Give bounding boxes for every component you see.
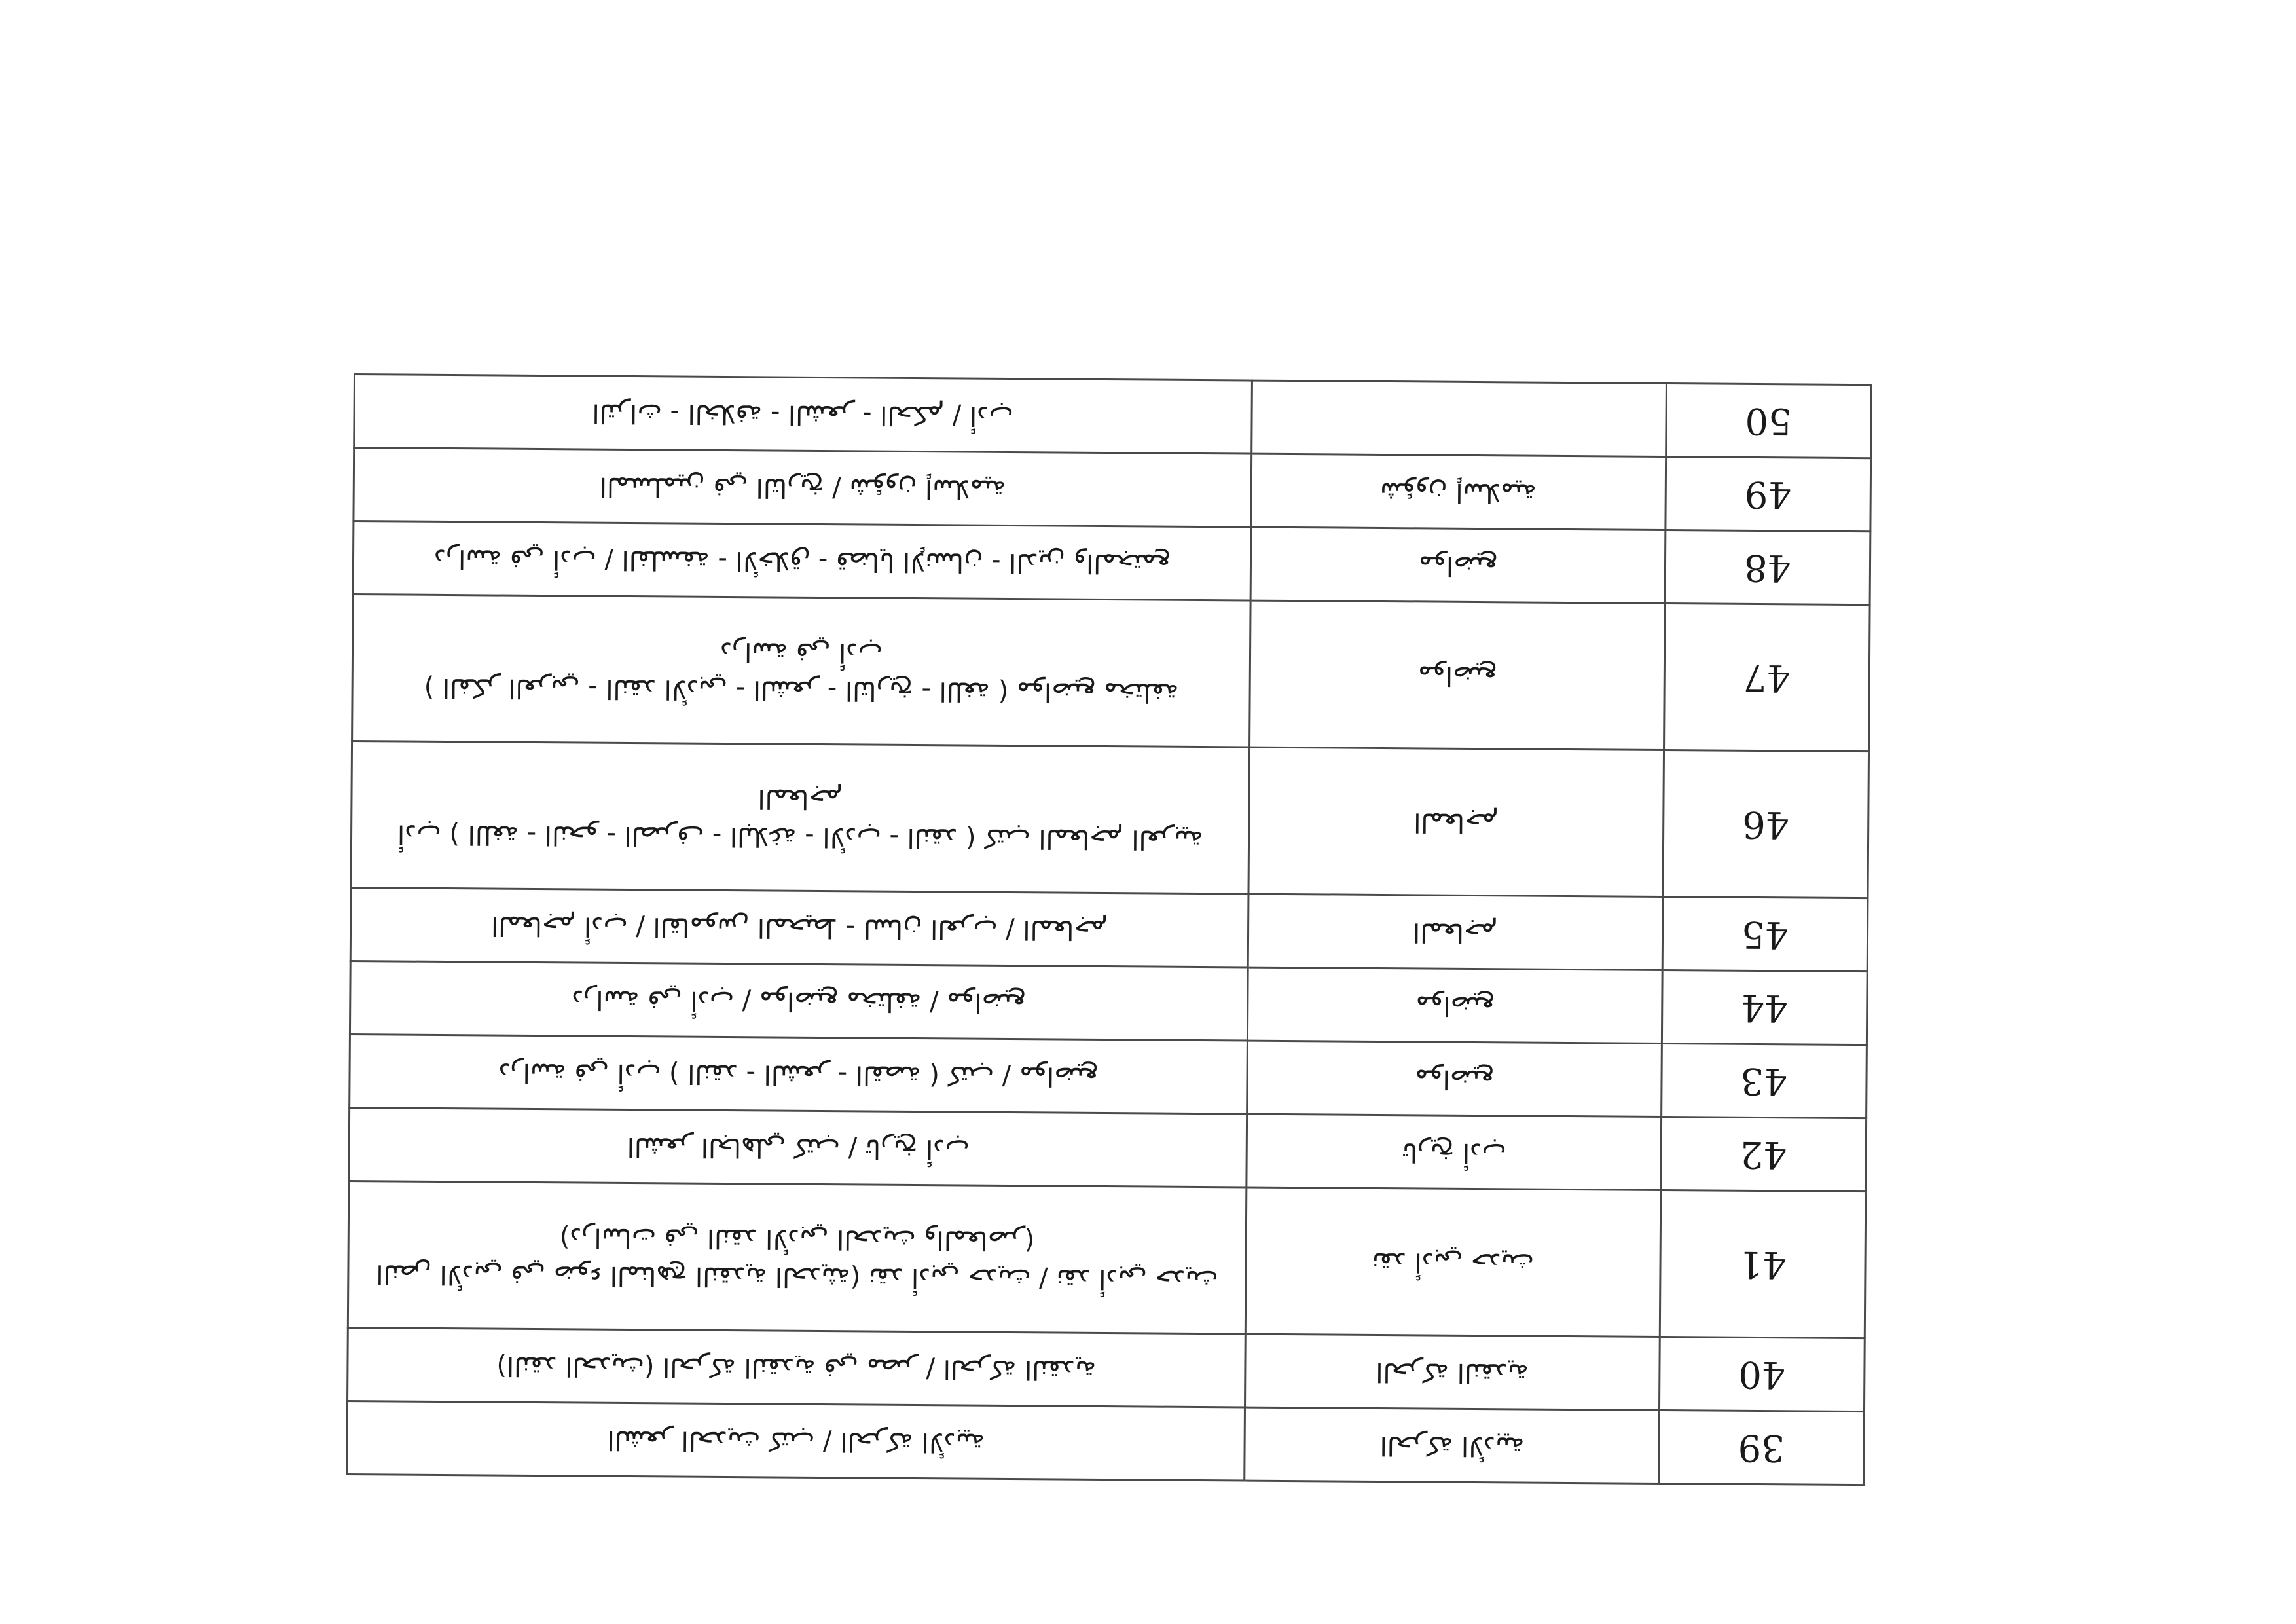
document-table — [346, 373, 1872, 1486]
row-title-cell — [347, 1401, 1245, 1481]
row-title-cell — [348, 1327, 1246, 1407]
row-number-cell — [1660, 1190, 1866, 1338]
row-title-cell — [353, 521, 1251, 601]
table-body — [347, 375, 1872, 1485]
row-type-cell — [1247, 967, 1662, 1043]
row-title-text: (ﺩﺭﺍﺳﺎﺕ ﻓﻲ ﺍﻟﻨﻘﺪ ﺍﻷﺩﺑﻲ ﺍﻟﺤﺪﻳﺚ ﻭﺍﻟﻤﻌﺎﺻﺮ) — [559, 1221, 1035, 1255]
row-title-line — [375, 1258, 1218, 1295]
row-title-cell — [349, 1107, 1247, 1187]
table-row — [354, 375, 1872, 458]
row-title-cell — [354, 448, 1252, 528]
row-type-text: ﺍﻟﻤﻌﺎﺟﻢ — [1413, 806, 1499, 838]
row-type-cell — [1245, 1187, 1661, 1337]
row-number-cell — [1664, 603, 1870, 751]
row-title-line — [377, 985, 1220, 1017]
row-type-text: ﻣﻮﺍﺿﻴﻊ — [1418, 549, 1498, 581]
row-type-text: ﺍﻟﺤﺮﻛﺔ ﺍﻷﺩﺑﻴﺔ — [1379, 1430, 1525, 1462]
row-type-cell — [1248, 747, 1664, 896]
row-type-cell — [1247, 1041, 1662, 1116]
row-number-cell — [1662, 896, 1868, 971]
row-title-cell — [351, 741, 1250, 894]
row-number-text: 49 — [1744, 472, 1792, 516]
table-row — [352, 595, 1870, 752]
row-type-cell — [1250, 600, 1666, 750]
row-type-cell — [1245, 1407, 1660, 1483]
row-title-text: ﺍﻟﻤﻌﺎﺟﻢ — [757, 783, 843, 814]
row-title-line — [381, 471, 1224, 504]
row-type-cell — [1250, 527, 1666, 603]
row-number-text: 48 — [1744, 545, 1791, 589]
table-row — [347, 1401, 1865, 1485]
row-title-text: ﺍﻟﺸﻌﺮ ﺍﻟﺠﺎﻫﻠﻲ ﻛﺘﺐ / ﺗﺎﺭﻳﺦ ﺃﺩﺏ — [627, 1131, 970, 1164]
row-type-text: ﻣﻮﺍﺿﻴﻊ — [1415, 989, 1495, 1021]
row-number-text: 45 — [1741, 912, 1789, 956]
row-number-text: 47 — [1743, 655, 1791, 699]
row-number-text: 50 — [1745, 399, 1793, 443]
row-number-text: 41 — [1739, 1242, 1787, 1286]
row-number-text: 39 — [1738, 1426, 1785, 1469]
row-title-text: ﺍﻟﺸﻌﺮ ﺍﻟﺤﺪﻳﺚ ﻛﺘﺐ / ﺍﻟﺤﺮﻛﺔ ﺍﻷﺩﺑﻴﺔ — [607, 1424, 985, 1458]
row-title-cell — [350, 1034, 1248, 1114]
row-number-cell — [1661, 1116, 1867, 1191]
row-number-cell — [1662, 970, 1867, 1044]
row-title-text: ﺍﻟﺘﺮﺍﺙ - ﺍﻟﺨﻼﻓﺔ - ﺍﻟﺸﻌﺮ - ﺍﻟﺤﻜﻢ / ﺃﺩﺏ — [592, 397, 1014, 431]
row-title-line — [378, 783, 1222, 815]
row-title-cell — [348, 1181, 1247, 1334]
row-number-text: 42 — [1740, 1132, 1787, 1176]
row-title-line — [381, 398, 1224, 430]
row-title-cell — [350, 961, 1248, 1041]
row-title-line — [380, 636, 1223, 668]
row-type-cell — [1248, 894, 1663, 970]
row-title-line — [380, 545, 1224, 577]
row-number-text: 46 — [1742, 802, 1790, 846]
table-row — [353, 521, 1870, 605]
row-type-cell — [1252, 380, 1667, 456]
row-title-text: ﺩﺭﺍﺳﺔ ﻓﻲ ﺃﺩﺏ / ﺍﻟﻔﻠﺴﻔﺔ - ﺍﻷﺧﻼﻕ - ﻗﻀﺎﻳﺎ ﺍﻹﻧﺴﺎﻥ - ﺍﻟﺪﻳﻦ ﻭﺍﻟﻤﺠﺘﻤﻊ — [433, 543, 1171, 579]
table-row — [354, 448, 1871, 532]
table-row — [350, 887, 1868, 971]
table-row — [348, 1181, 1866, 1338]
row-number-cell — [1659, 1337, 1865, 1411]
row-title-cell — [352, 595, 1251, 748]
row-number-cell — [1665, 530, 1870, 604]
table-row — [350, 1034, 1867, 1118]
row-title-line — [376, 1132, 1220, 1164]
row-number-cell — [1662, 1043, 1867, 1118]
row-type-cell — [1245, 1334, 1660, 1410]
row-title-text: (ﺍﻟﻨﻘﺪ ﺍﻟﺤﺪﻳﺚ) ﺍﻟﺤﺮﻛﺔ ﺍﻟﻨﻘﺪﻳﺔ ﻓﻲ ﻣﺼﺮ / ﺍﻟﺤﺮﻛﺔ ﺍﻟﻨﻘﺪﻳﺔ — [496, 1350, 1097, 1385]
row-type-text: ﺗﺎﺭﻳﺦ ﺃﺩﺏ — [1402, 1136, 1506, 1168]
row-title-cell — [350, 887, 1248, 967]
row-title-text: ﺍﻟﻤﻌﺎﺟﻢ ﺃﺩﺏ / ﺍﻟﻘﺎﻣﻮﺱ ﺍﻟﻤﺤﻴﻂ - ﻟﺴﺎﻥ ﺍﻟﻌﺮﺏ / ﺍﻟﻤﻌﺎﺟﻢ — [491, 910, 1108, 945]
row-type-cell — [1251, 454, 1666, 530]
row-number-text: 43 — [1740, 1059, 1788, 1103]
row-number-cell — [1663, 750, 1869, 898]
row-title-cell — [354, 375, 1252, 454]
row-type-text: ﻣﻮﺍﺿﻴﻊ — [1415, 1063, 1494, 1094]
row-title-line — [374, 1352, 1218, 1384]
row-number-cell — [1666, 456, 1871, 531]
row-number-text: 40 — [1738, 1352, 1786, 1396]
row-title-text: ﺃﺩﺏ ( ﺍﻟﻠﻐﺔ - ﺍﻟﻨﺤﻮ - ﺍﻟﺼﺮﻑ - ﺍﻟﺒﻼﻏﺔ - ﺍﻷﺩﺏ - ﺍﻟﻨﻘﺪ ) ﻛﺘﺐ ﺍﻟﻤﻌﺎﺟﻢ ﺍﻟﻌﺮﺑﻴﺔ — [397, 818, 1203, 855]
table-row — [350, 961, 1867, 1044]
row-title-text: ﺍﻟﻨﺺ ﺍﻷﺩﺑﻲ ﻓﻲ ﺿﻮﺀ ﺍﻟﻤﻨﺎﻫﺞ ﺍﻟﻨﻘﺪﻳﺔ ﺍﻟﺤﺪﻳﺜﺔ) ﻧﻘﺪ ﺃﺩﺑﻲ ﺣﺪﻳﺚ / ﻧﻘﺪ ﺃﺩﺑﻲ ﺣﺪﻳﺚ — [376, 1258, 1218, 1295]
row-title-text: ﺩﺭﺍﺳﺔ ﻓﻲ ﺃﺩﺏ ( ﺍﻟﻨﻘﺪ - ﺍﻟﺸﻌﺮ - ﺍﻟﻘﺼﺔ ) ﻛﺘﺐ / ﻣﻮﺍﺿﻴﻊ — [498, 1057, 1099, 1092]
row-type-cell — [1247, 1114, 1662, 1190]
row-title-text: ( ﺍﻟﻔﻜﺮ ﺍﻟﻌﺮﺑﻲ - ﺍﻟﻨﻘﺪ ﺍﻷﺩﺑﻲ - ﺍﻟﺸﻌﺮ - ﺍﻟﺘﺎﺭﻳﺦ - ﺍﻟﻠﻐﺔ ) ﻣﻮﺍﺿﻴﻊ ﻣﺨﺘﻠﻔﺔ — [424, 672, 1179, 708]
row-title-text: ﺍﻟﻤﺴﻠﻤﻴﻦ ﻓﻲ ﺍﻟﺘﺎﺭﻳﺦ / ﺷﺆﻭﻥ ﺇﺳﻼﻣﻴﺔ — [599, 471, 1006, 504]
row-title-line — [380, 674, 1223, 706]
row-title-line — [378, 818, 1222, 855]
row-title-line — [378, 912, 1221, 944]
row-title-line — [376, 1223, 1219, 1255]
table-row — [349, 1107, 1867, 1191]
row-type-text: ﻣﻮﺍﺿﻴﻊ — [1417, 659, 1497, 691]
table-row — [348, 1327, 1865, 1411]
row-title-text: ﺩﺭﺍﺳﺔ ﻓﻲ ﺃﺩﺏ / ﻣﻮﺍﺿﻴﻊ ﻣﺨﺘﻠﻔﺔ / ﻣﻮﺍﺿﻴﻊ — [572, 984, 1027, 1018]
row-type-text: ﺷﺆﻭﻥ ﺇﺳﻼﻣﻴﺔ — [1380, 476, 1537, 508]
row-title-text: ﺩﺭﺍﺳﺔ ﻓﻲ ﺃﺩﺏ — [720, 636, 883, 668]
row-type-text: ﺍﻟﺤﺮﻛﺔ ﺍﻟﻨﻘﺪﻳﺔ — [1376, 1356, 1529, 1388]
row-number-cell — [1666, 384, 1872, 458]
row-number-cell — [1659, 1410, 1865, 1485]
row-type-text: ﻧﻘﺪ ﺃﺩﺑﻲ ﺣﺪﻳﺚ — [1372, 1246, 1535, 1278]
row-title-line — [374, 1425, 1218, 1457]
table-row — [351, 741, 1869, 898]
row-number-text: 44 — [1741, 986, 1789, 1029]
row-title-line — [376, 1058, 1220, 1090]
row-type-text: ﺍﻟﻤﻌﺎﺟﻢ — [1413, 916, 1498, 948]
